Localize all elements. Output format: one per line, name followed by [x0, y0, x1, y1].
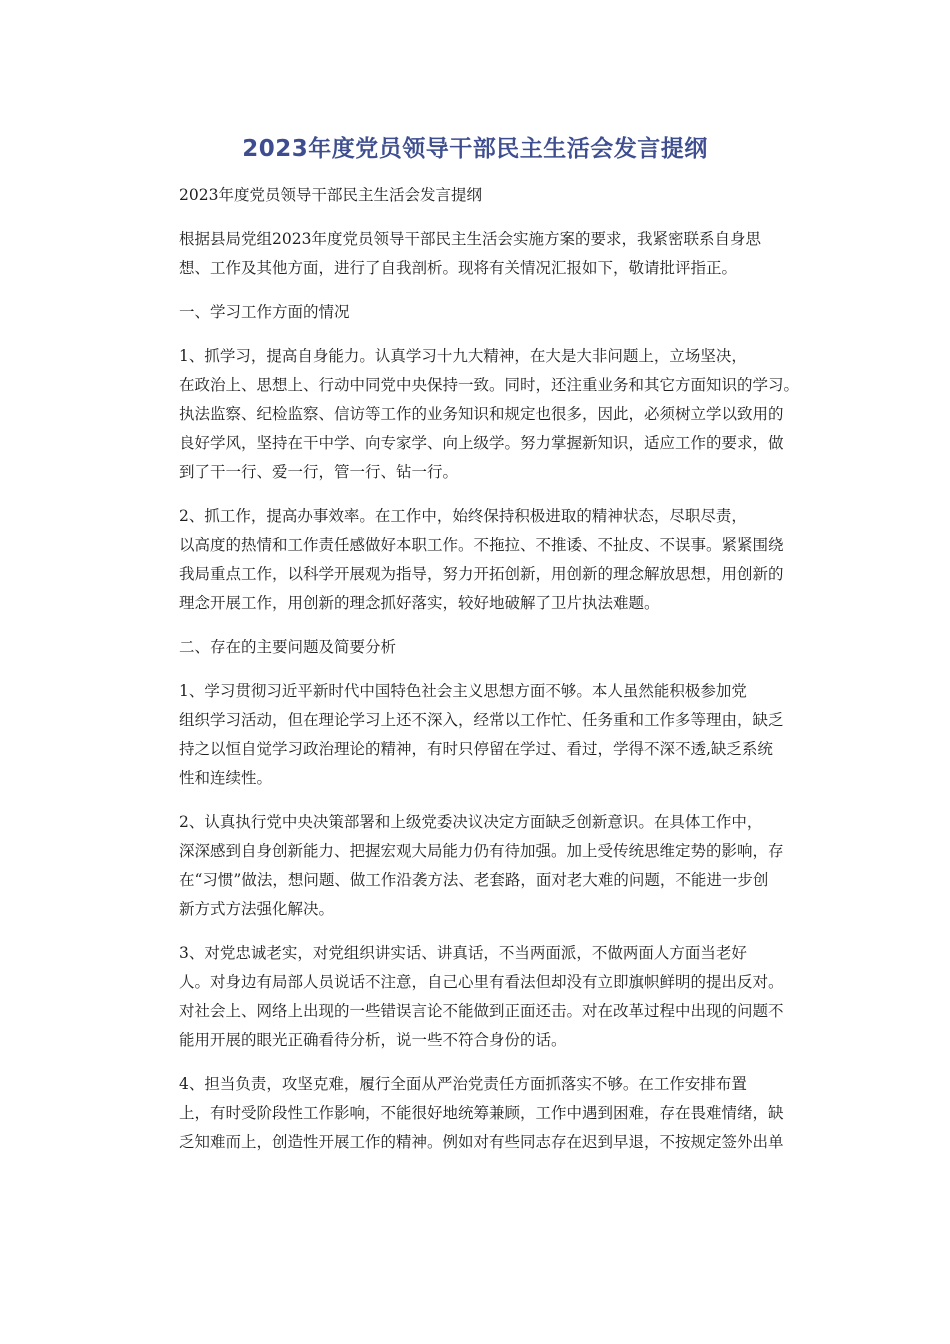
text-line: 新方式方法强化解决。 — [179, 900, 335, 918]
text-line: 到了干一行、爱一行，管一行、钻一行。 — [179, 463, 459, 481]
text-line: 想、工作及其他方面，进行了自我剖析。现将有关情况汇报如下，敬请批评指正。 — [179, 259, 738, 277]
text-line: 人。对身边有局部人员说话不注意，自己心里有看法但却没有立即旗帜鲜明的提出反对。 — [179, 973, 784, 991]
text-line: 组织学习活动，但在理论学习上还不深入，经常以工作忙、任务重和工作多等理由，缺乏 — [179, 711, 784, 729]
text-line: 在政治上、思想上、行动中同党中央保持一致。同时，还注重业务和其它方面知识的学习。 — [179, 376, 800, 394]
text-line: 能用开展的眼光正确看待分析，说一些不符合身份的话。 — [179, 1031, 567, 1049]
text-line: 对社会上、网络上出现的一些错误言论不能做到正面还击。对在改革过程中出现的问题不 — [179, 1002, 784, 1020]
text-line: 3、对党忠诚老实，对党组织讲实话、讲真话，不当两面派，不做两面人方面当老好 — [179, 944, 747, 962]
text-line: 深深感到自身创新能力、把握宏观大局能力仍有待加强。加上受传统思维定势的影响，存 — [179, 842, 784, 860]
document-title: 2023年度党员领导干部民主生活会发言提纲 — [242, 136, 708, 162]
text-line: 1、学习贯彻习近平新时代中国特色社会主义思想方面不够。本人虽然能积极参加党 — [179, 682, 747, 700]
text-line: 乏知难而上，创造性开展工作的精神。例如对有些同志存在迟到早退，不按规定签外出单 — [179, 1133, 784, 1151]
paragraph-problem-2 — [145, 808, 807, 924]
text-line: 我局重点工作，以科学开展观为指导，努力开拓创新，用创新的理念解放思想，用创新的 — [179, 565, 784, 583]
text-line: 2、认真执行党中央决策部署和上级党委决议决定方面缺乏创新意识。在具体工作中， — [179, 813, 763, 831]
text-line: 持之以恒自觉学习政治理论的精神，有时只停留在学过、看过，学得不深不透,缺乏系统 — [179, 740, 773, 758]
paragraph-subtitle — [145, 181, 807, 210]
section-heading-2 — [145, 633, 807, 662]
text-line: 良好学风，坚持在干中学、向专家学、向上级学。努力掌握新知识，适应工作的要求，做 — [179, 434, 784, 452]
text-line: 二、存在的主要问题及简要分析 — [179, 638, 397, 656]
text-line: 2、抓工作，提高办事效率。在工作中，始终保持积极进取的精神状态，尽职尽责， — [179, 507, 747, 525]
text-line: 根据县局党组2023年度党员领导干部民主生活会实施方案的要求，我紧密联系自身思 — [179, 230, 761, 248]
text-line: 4、担当负责，攻坚克难，履行全面从严治党责任方面抓落实不够。在工作安排布置 — [179, 1075, 747, 1093]
text-line: 一、学习工作方面的情况 — [179, 303, 350, 321]
paragraph-work — [145, 502, 807, 618]
text-line: 2023年度党员领导干部民主生活会发言提纲 — [179, 186, 482, 204]
paragraph-study — [145, 342, 807, 487]
text-line: 以高度的热情和工作责任感做好本职工作。不拖拉、不推诿、不扯皮、不误事。紧紧围绕 — [179, 536, 784, 554]
text-line: 1、抓学习，提高自身能力。认真学习十九大精神，在大是大非问题上，立场坚决， — [179, 347, 747, 365]
text-line: 性和连续性。 — [179, 769, 273, 787]
text-line: 理念开展工作，用创新的理念抓好落实，较好地破解了卫片执法难题。 — [179, 594, 660, 612]
paragraph-problem-3 — [145, 939, 807, 1055]
document-body — [145, 181, 807, 1172]
text-line: 上，有时受阶段性工作影响，不能很好地统筹兼顾，工作中遇到困难，存在畏难情绪，缺 — [179, 1104, 784, 1122]
text-line: 执法监察、纪检监察、信访等工作的业务知识和规定也很多，因此，必须树立学以致用的 — [179, 405, 784, 423]
paragraph-intro — [145, 225, 807, 283]
paragraph-problem-1 — [145, 677, 807, 793]
paragraph-problem-4 — [145, 1070, 807, 1157]
text-line: 在“习惯”做法，想问题、做工作沿袭方法、老套路，面对老大难的问题，不能进一步创 — [179, 871, 769, 889]
section-heading-1 — [145, 298, 807, 327]
